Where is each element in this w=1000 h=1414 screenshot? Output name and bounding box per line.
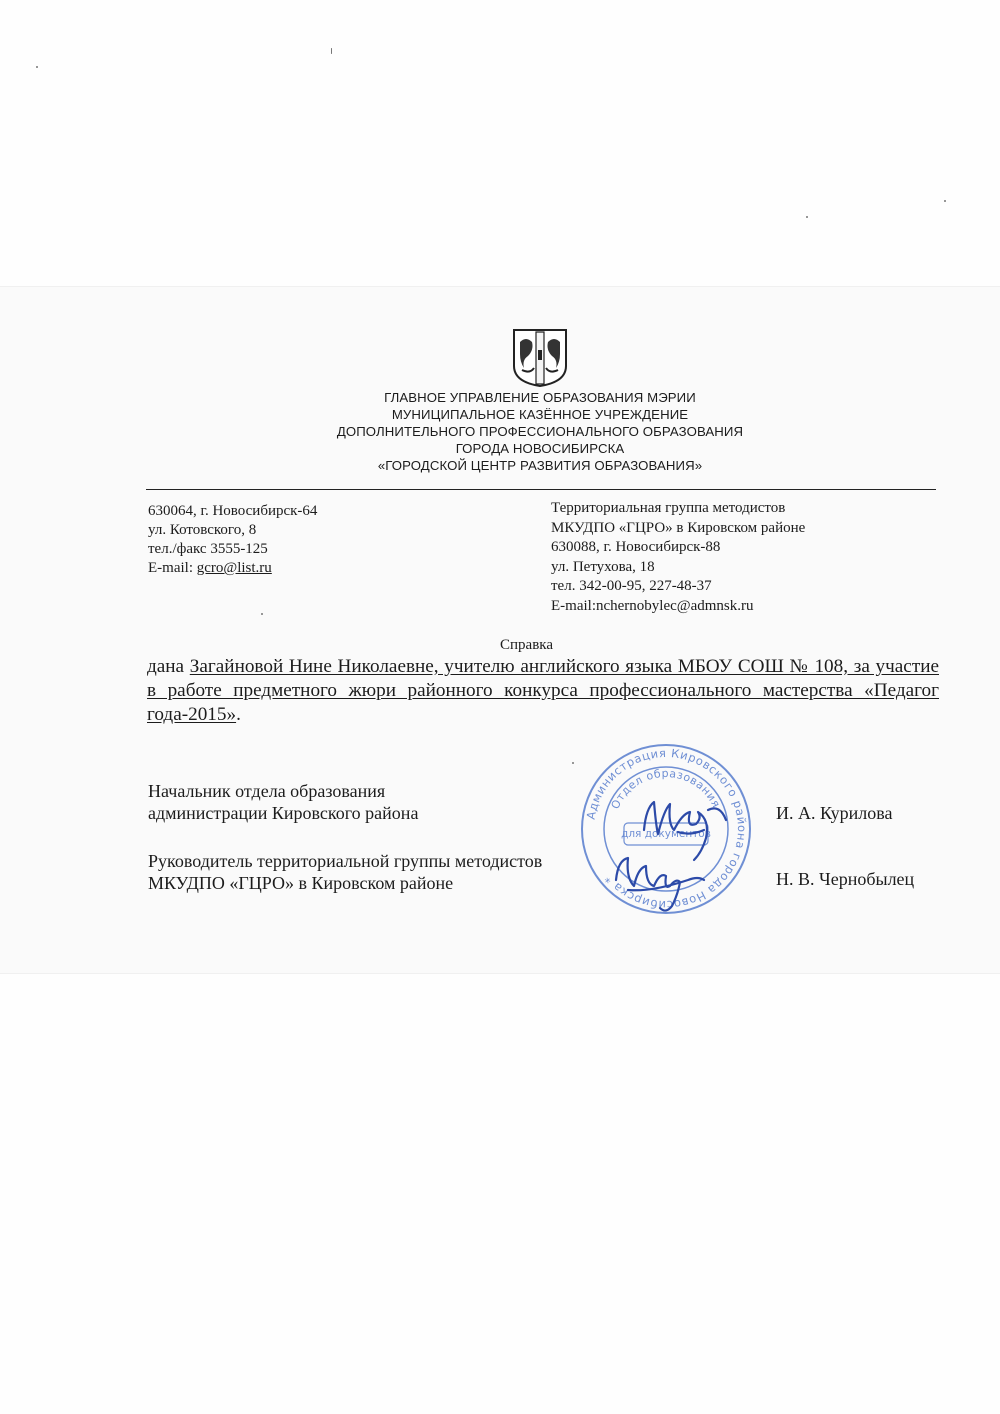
address-block-right xyxy=(551,499,805,616)
email-row xyxy=(148,559,317,578)
postal-address: 630064, г. Новосибирск-64 xyxy=(148,503,318,519)
header-divider xyxy=(146,489,936,490)
scan-speck xyxy=(806,216,808,218)
signature-chernobylec xyxy=(608,850,718,920)
postal-address: 630088, г. Новосибирск-88 xyxy=(551,539,721,555)
email-link[interactable]: gcro@list.ru xyxy=(196,560,272,576)
text-prefix: дана xyxy=(147,656,190,677)
scan-speck xyxy=(944,200,946,202)
street-address: ул. Петухова, 18 xyxy=(551,558,655,575)
header-line: ГОРОДА НОВОСИБИРСКА xyxy=(455,441,625,456)
address-block-left xyxy=(148,502,317,578)
scan-speck xyxy=(261,613,263,615)
scan-speck xyxy=(331,48,332,54)
group-name: Территориальная группа методистов xyxy=(551,500,786,516)
novosibirsk-coat-of-arms xyxy=(512,328,568,388)
street-address: ул. Котовского, 8 xyxy=(148,522,257,538)
svg-text:Администрация Кировского район: Администрация Кировского района города Новосибирска * xyxy=(583,745,750,913)
signatory-name-2: Н. В. Чернобылец xyxy=(776,869,915,889)
svg-text:для документов: для документов xyxy=(621,828,711,840)
signatory-position-1 xyxy=(148,780,418,824)
phone: тел. 342-00-95, 227-48-37 xyxy=(551,578,712,594)
position-line: Руководитель территориальной группы методистов xyxy=(148,851,543,871)
certificate-text xyxy=(147,655,939,727)
text-suffix: . xyxy=(236,704,241,725)
position-line: администрации Кировского района xyxy=(148,803,419,823)
email: E-mail:nchernobylec@admnsk.ru xyxy=(551,597,754,614)
scan-speck xyxy=(572,762,574,764)
document-title: Справка xyxy=(500,637,553,653)
email-label: E-mail: xyxy=(148,560,197,576)
header-line: ДОПОЛНИТЕЛЬНОГО ПРОФЕССИОНАЛЬНОГО ОБРАЗОВАНИЯ xyxy=(336,424,744,439)
signatory-position-2 xyxy=(148,850,542,894)
phone-fax: тел./факс 3555-125 xyxy=(148,541,268,557)
organization-name: МКУДПО «ГЦРО» в Кировском районе xyxy=(551,519,806,536)
header-line: МУНИЦИПАЛЬНОЕ КАЗЁННОЕ УЧРЕЖДЕНИЕ xyxy=(391,407,689,422)
header-line: ГЛАВНОЕ УПРАВЛЕНИЕ ОБРАЗОВАНИЯ МЭРИИ xyxy=(384,390,696,405)
position-line: Начальник отдела образования xyxy=(148,781,386,801)
signatory-name-1: И. А. Курилова xyxy=(776,803,893,823)
svg-text:Отдел образования: Отдел образования xyxy=(608,766,723,812)
recipient-details: Загайновой Нине Николаевне, учителю английского языка МБОУ СОШ № 108, за участие в работе предметного жюри районного конкурса профессионального мастерства «Педагог года-2015» xyxy=(147,656,939,725)
organization-header xyxy=(200,389,880,474)
position-line: МКУДПО «ГЦРО» в Кировском районе xyxy=(148,873,454,893)
scan-speck xyxy=(36,66,38,68)
header-line: «ГОРОДСКОЙ ЦЕНТР РАЗВИТИЯ ОБРАЗОВАНИЯ» xyxy=(377,458,703,473)
